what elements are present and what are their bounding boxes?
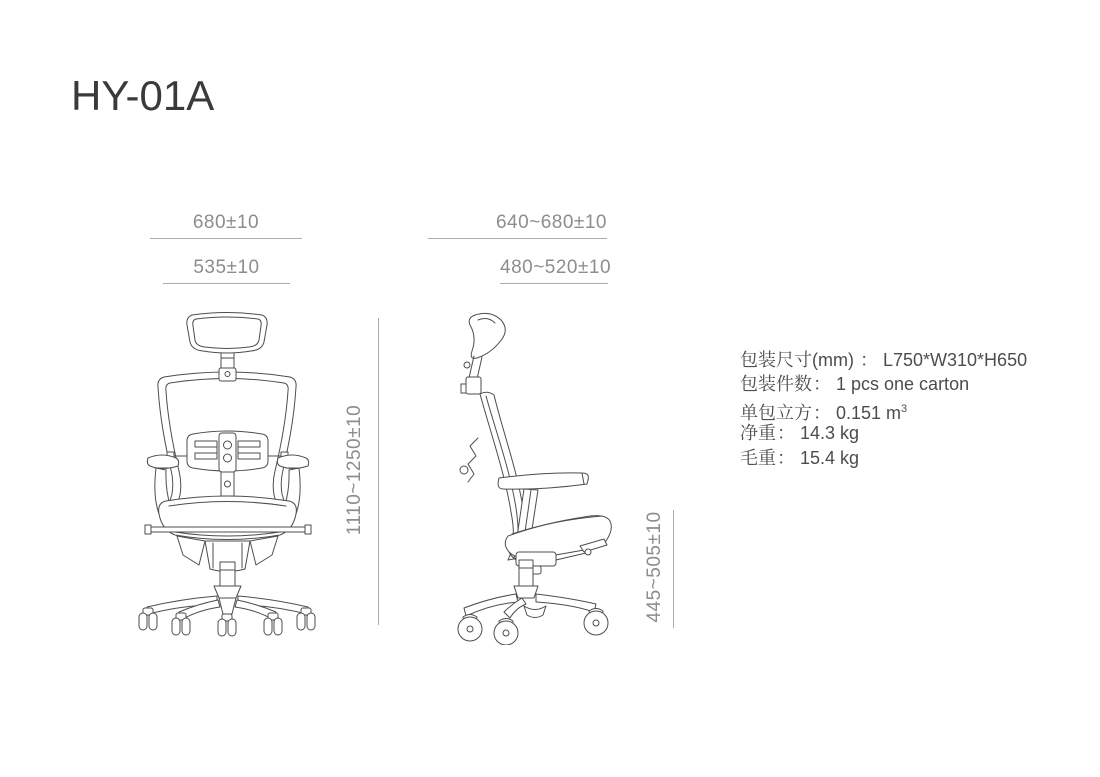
- spec-separator: ：: [777, 447, 795, 468]
- spec-label: 净重: [740, 423, 776, 444]
- front-overall-width-label: 680±10: [192, 212, 260, 233]
- spec-separator: ：: [813, 402, 831, 423]
- chair-front-drawing: [133, 308, 323, 638]
- headrest-side: [461, 313, 505, 394]
- spec-row-package-volume: [740, 397, 1027, 421]
- spec-row-gross-weight: [740, 446, 1027, 470]
- spec-separator: ：: [777, 423, 795, 444]
- headrest: [187, 313, 267, 354]
- spec-value-superscript: 3: [901, 402, 908, 415]
- spec-label: 包装件数: [740, 374, 812, 395]
- spec-separator: ：: [859, 350, 878, 370]
- side-seat-height-line: [673, 510, 674, 628]
- side-seat-depth-label: 480~520±10: [500, 257, 612, 278]
- front-seat-width-label: 535±10: [193, 257, 260, 278]
- spec-value: 15.4 kg: [800, 447, 860, 468]
- front-height-dim-line: [378, 318, 379, 625]
- side-overall-depth-label: 640~680±10: [495, 212, 607, 233]
- side-seat-depth-line: [500, 283, 608, 284]
- chair-side-drawing: [424, 310, 619, 645]
- base-side: [464, 586, 596, 618]
- front-height-dim-label: 1110~1250±10: [344, 404, 365, 536]
- spec-value: 14.3 kg: [800, 423, 860, 444]
- spec-row-package-size: [740, 348, 1027, 372]
- spec-value: 1 pcs one carton: [836, 374, 970, 395]
- page-title: HY-01A: [71, 72, 215, 119]
- side-seat-height-label: 445~505±10: [644, 511, 665, 623]
- front-overall-width-line: [150, 238, 302, 239]
- seat: [159, 496, 297, 540]
- spec-value: 0.151 m: [836, 402, 902, 423]
- front-seat-width-line: [163, 283, 290, 284]
- gas-lift-side: [519, 560, 533, 586]
- spec-label: 单包立方: [740, 402, 812, 423]
- package-specs: [740, 348, 1027, 470]
- spec-label: 包装尺寸(mm): [740, 350, 859, 370]
- side-overall-depth-line: [428, 238, 607, 239]
- spec-separator: ：: [813, 374, 831, 395]
- spec-label: 毛重: [740, 447, 776, 468]
- spec-row-net-weight: [740, 421, 1027, 445]
- spec-row-package-count: [740, 372, 1027, 396]
- spec-value: L750*W310*H650: [882, 350, 1028, 370]
